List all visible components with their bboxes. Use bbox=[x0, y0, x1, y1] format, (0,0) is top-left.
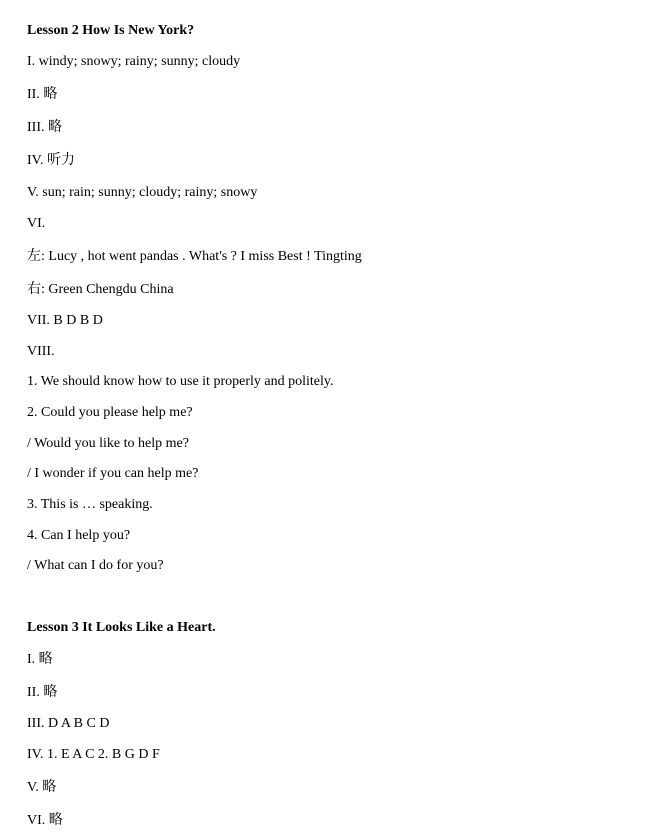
lesson-2-answer-line: / What can I do for you? bbox=[27, 558, 164, 573]
lesson-2-answer-line: 3. This is … speaking. bbox=[27, 497, 153, 512]
lesson-2-answer-line: II. 略 bbox=[27, 87, 58, 102]
lesson-2-answer-line: V. sun; rain; sunny; cloudy; rainy; snowy bbox=[27, 185, 258, 200]
lesson-3-answer-line: VI. 略 bbox=[27, 813, 63, 828]
lesson-3-answer-line: II. 略 bbox=[27, 685, 58, 700]
lesson-2-answer-line: I. windy; snowy; rainy; sunny; cloudy bbox=[27, 54, 241, 69]
lesson-2-answer-line: 2. Could you please help me? bbox=[27, 405, 193, 420]
lesson-2-answer-line: III. 略 bbox=[27, 120, 62, 135]
lesson-2-answer-line: VII. B D B D bbox=[27, 313, 103, 328]
lesson-3-answer-line: IV. 1. E A C 2. B G D F bbox=[27, 747, 160, 762]
lesson-2-answer-line: / Would you like to help me? bbox=[27, 436, 189, 451]
lesson-2-answer-line: 1. We should know how to use it properly and politely. bbox=[27, 374, 334, 389]
lesson-2-answer-line: 左: Lucy , hot went pandas . What's ? I miss Best ! Tingting bbox=[27, 249, 362, 264]
lesson-2-answer-line: 右: Green Chengdu China bbox=[27, 282, 174, 297]
lesson-2-answer-line: / I wonder if you can help me? bbox=[27, 466, 199, 481]
lesson-2-answer-line: VIII. bbox=[27, 344, 55, 359]
lesson-3-title: Lesson 3 It Looks Like a Heart. bbox=[27, 620, 216, 635]
lesson-2-answer-line: IV. 听力 bbox=[27, 153, 75, 168]
lesson-2-title: Lesson 2 How Is New York? bbox=[27, 23, 195, 38]
lesson-2-answer-line: 4. Can I help you? bbox=[27, 528, 131, 543]
lesson-3-answer-line: I. 略 bbox=[27, 652, 53, 667]
lesson-3-answer-line: III. D A B C D bbox=[27, 716, 110, 731]
lesson-3-answer-line: V. 略 bbox=[27, 780, 57, 795]
lesson-2-answer-line: VI. bbox=[27, 216, 46, 231]
